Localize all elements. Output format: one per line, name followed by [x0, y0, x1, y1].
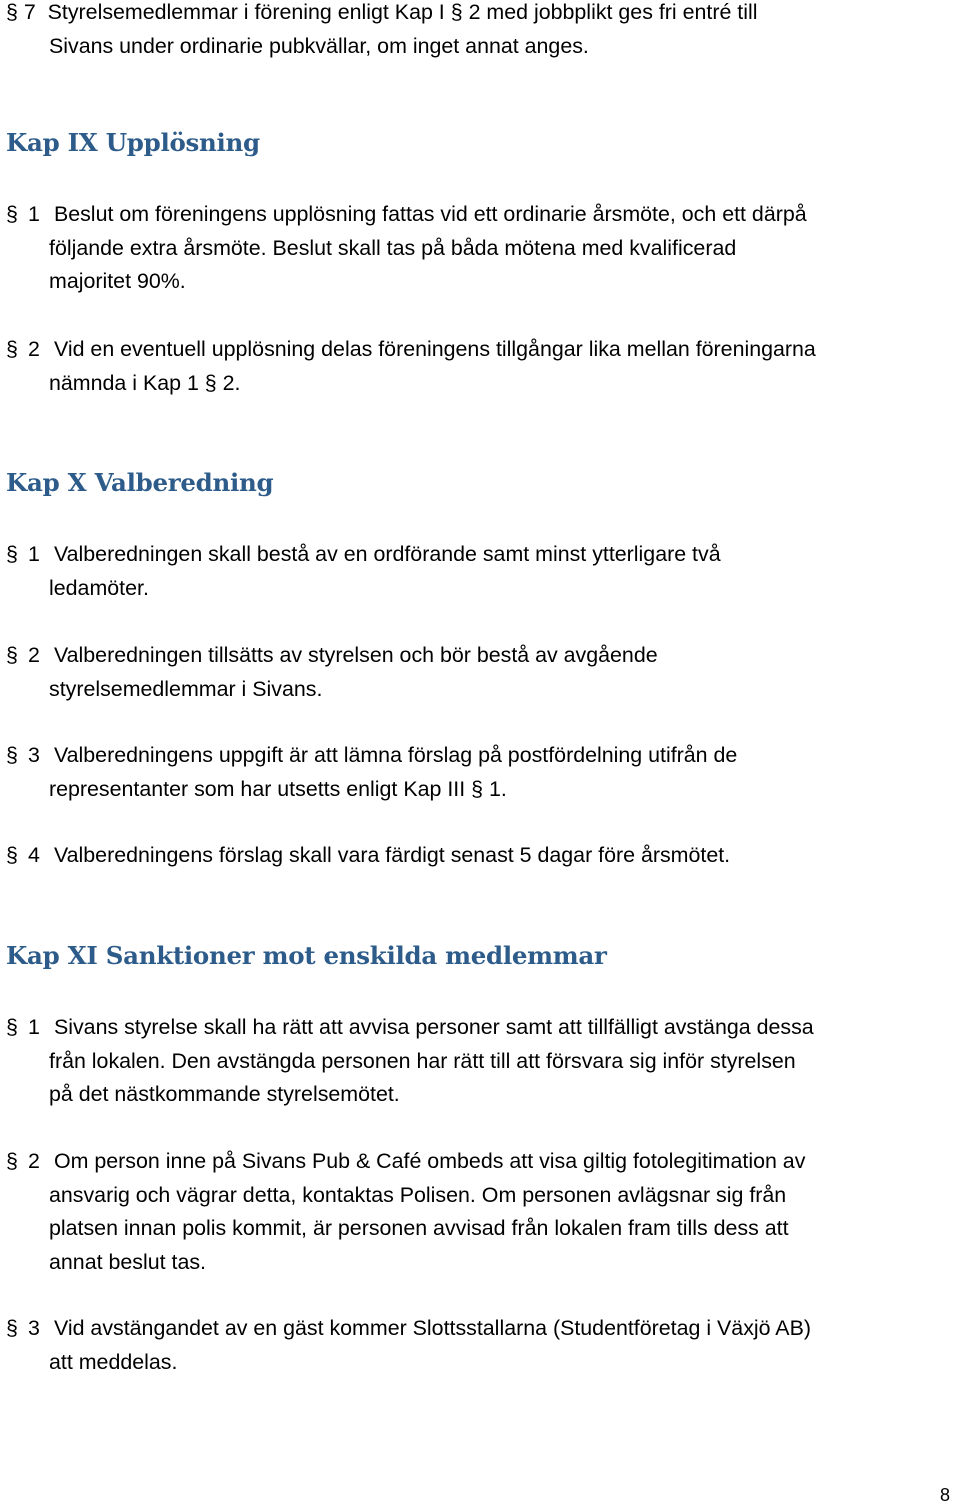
paragraph-number: 1 — [28, 542, 40, 566]
paragraph-line: Valberedningen tillsätts av styrelsen och bör bestå av avgående — [53, 643, 658, 667]
section-symbol: § — [450, 0, 463, 24]
paragraph-number: 3 — [28, 743, 40, 767]
section-symbol: § — [6, 1316, 18, 1340]
heading-kap-x: Kap X Valberedning — [6, 468, 274, 497]
paragraph-line: Vid avstängandet av en gäst kommer Slottsstallarna (Studentföretag i Växjö AB) — [53, 1316, 811, 1340]
section-symbol: § — [6, 843, 18, 867]
paragraph-number: 2 — [28, 643, 40, 667]
section-symbol: § — [6, 1149, 18, 1173]
paragraph-number: 2 — [28, 1149, 40, 1173]
paragraph-line: följande extra årsmöte. Beslut skall tas på båda mötena med kvalificerad — [49, 235, 737, 260]
kap-xi-paragraph-1 — [6, 1011, 956, 1112]
paragraph-line: från lokalen. Den avstängda personen har rätt till att försvara sig inför styrelsen — [49, 1048, 796, 1073]
paragraph-line: 1. — [488, 776, 507, 801]
paragraph-line: 2. — [222, 370, 241, 395]
kap-xi-paragraph-2 — [6, 1145, 956, 1279]
paragraph-line: ansvarig och vägrar detta, kontaktas Polisen. Om personen avlägsnar sig från — [49, 1182, 787, 1207]
kap-xi-paragraph-3 — [6, 1312, 956, 1379]
section-symbol: § — [6, 743, 18, 767]
paragraph-number: 1 — [28, 1015, 40, 1039]
paragraph-line: på det nästkommande styrelsemötet. — [49, 1082, 400, 1106]
kap-x-paragraph-2 — [6, 639, 956, 706]
paragraph-line: majoritet 90%. — [49, 269, 186, 293]
paragraph-line: Vid en eventuell upplösning delas föreningens tillgångar lika mellan föreningarna — [53, 337, 816, 361]
heading-kap-xi: Kap XI Sanktioner mot enskilda medlemmar — [6, 941, 607, 970]
paragraph-line: annat beslut tas. — [49, 1249, 206, 1274]
paragraph-line: Om person inne på Sivans Pub & Café ombeds att visa giltig fotolegitimation av — [53, 1149, 806, 1173]
kap-ix-paragraph-2 — [6, 333, 956, 400]
section-symbol: § — [6, 337, 18, 361]
paragraph-line: Beslut om föreningens upplösning fattas vid ett ordinarie årsmöte, och ett därpå — [53, 202, 807, 226]
section-symbol: § — [204, 370, 217, 395]
paragraph-number: 2 — [28, 337, 40, 361]
page-number: 8 — [940, 1485, 951, 1505]
section-symbol: § — [6, 202, 18, 226]
section-symbol: § — [6, 542, 18, 566]
paragraph-7 — [6, 0, 956, 63]
kap-x-paragraph-4 — [6, 839, 956, 873]
paragraph-line: platsen innan polis kommit, är personen avvisad från lokalen fram tills dess att — [49, 1216, 789, 1240]
kap-x-paragraph-3 — [6, 739, 956, 806]
section-symbol: § — [6, 643, 18, 667]
paragraph-line: 2 med jobbplikt ges fri entré till — [468, 0, 758, 24]
section-symbol: § — [6, 1015, 18, 1039]
paragraph-line: Styrelsemedlemmar i förening enligt Kap I — [47, 0, 445, 24]
paragraph-number: 4 — [28, 843, 40, 867]
paragraph-line: styrelsemedlemmar i Sivans. — [49, 676, 323, 701]
paragraph-line: Valberedningens uppgift är att lämna förslag på postfördelning utifrån de — [53, 743, 738, 767]
paragraph-number: 3 — [28, 1316, 40, 1340]
kap-x-paragraph-1 — [6, 538, 956, 605]
paragraph-number: 1 — [28, 202, 40, 226]
paragraph-line: Valberedningens förslag skall vara färdigt senast 5 dagar före årsmötet. — [53, 843, 731, 867]
paragraph-line: att meddelas. — [49, 1349, 178, 1374]
heading-kap-ix: Kap IX Upplösning — [6, 128, 260, 157]
paragraph-line: nämnda i Kap 1 — [49, 370, 199, 395]
kap-ix-paragraph-1 — [6, 198, 956, 299]
paragraph-line: ledamöter. — [49, 575, 149, 600]
paragraph-line: representanter som har utsetts enligt Kap III — [49, 776, 466, 801]
paragraph-line: Sivans under ordinarie pubkvällar, om inget annat anges. — [49, 33, 589, 58]
section-symbol: § — [471, 776, 484, 801]
section-symbol: § — [6, 0, 18, 24]
paragraph-line: Sivans styrelse skall ha rätt att avvisa personer samt att tillfälligt avstänga dessa — [53, 1015, 814, 1039]
paragraph-line: Valberedningen skall bestå av en ordförande samt minst ytterligare två — [53, 542, 721, 566]
paragraph-number: 7 — [23, 0, 36, 24]
